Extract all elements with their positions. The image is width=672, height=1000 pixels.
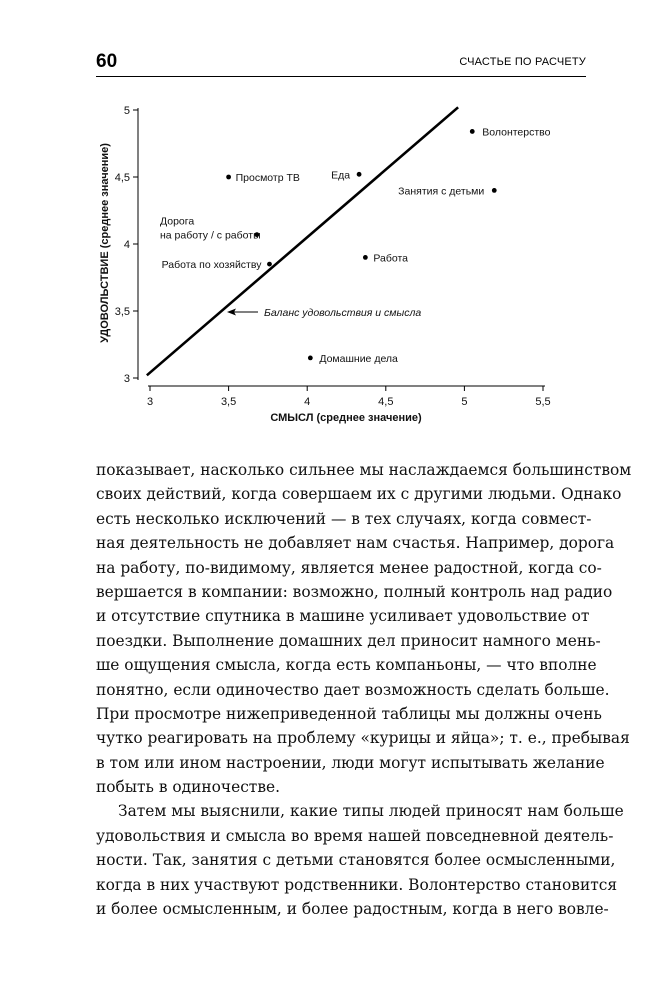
text-line: на работу, по-видимому, является менее радостной, когда со- bbox=[96, 558, 602, 577]
body-text bbox=[96, 458, 632, 921]
text-line: и более осмысленным, и более радостным, когда в него вовле- bbox=[96, 900, 609, 919]
text-line: и отсутствие спутника в машине усиливает удовольствие от bbox=[96, 607, 590, 626]
paragraph bbox=[96, 799, 624, 921]
data-point bbox=[226, 175, 231, 180]
data-point bbox=[267, 262, 272, 267]
text-line: ше ощущения смысла, когда есть компаньоны, — что вполне bbox=[96, 656, 597, 675]
text-line: есть несколько исключений — в тех случаях, когда совмест- bbox=[96, 509, 592, 528]
x-tick-label: 5 bbox=[461, 396, 468, 408]
x-tick-label: 3 bbox=[146, 396, 154, 408]
x-tick-label: 3,5 bbox=[220, 396, 237, 408]
y-tick-label: 4,5 bbox=[114, 172, 130, 184]
data-point bbox=[492, 188, 497, 193]
text-line: ная деятельность не добавляет нам счастья. Например, дорога bbox=[96, 534, 615, 553]
data-point-label: Просмотр ТВ bbox=[235, 172, 300, 184]
paragraph bbox=[96, 458, 632, 799]
text-line: поездки. Выполнение домашних дел приносит намного мень- bbox=[96, 631, 601, 650]
text-line: При просмотре нижеприведенной таблицы мы должны очень bbox=[96, 704, 602, 723]
data-point-label: Еда bbox=[331, 169, 351, 182]
text-line: своих действий, когда совершаем их с другими людьми. Однако bbox=[96, 485, 622, 504]
data-point-label: Домашние дела bbox=[319, 352, 398, 365]
x-tick-label: 4,5 bbox=[378, 396, 394, 408]
text-line: показывает, насколько сильнее мы наслаждаемся большинством bbox=[96, 461, 632, 479]
text-line: когда в них участвуют родственники. Волонтерство становится bbox=[96, 875, 618, 894]
data-point-label: на работу / с работы bbox=[160, 229, 261, 242]
text-line: чутко реагировать на проблему «курицы и яйца»; т. е., пребывая bbox=[96, 729, 630, 748]
data-point-label: Работа bbox=[373, 252, 409, 265]
x-tick-label: 5,5 bbox=[535, 396, 551, 408]
text-line: ности. Так, занятия с детьми становятся более осмысленными, bbox=[96, 851, 616, 870]
text-line: понятно, если одиночество дает возможность сделать больше. bbox=[96, 680, 610, 699]
text-line: Затем мы выяснили, какие типы людей приносят нам больше bbox=[118, 802, 624, 821]
annotation-label: Баланс удовольствия и смысла bbox=[264, 307, 422, 319]
data-point bbox=[470, 129, 475, 134]
x-axis-title: СМЫСЛ (среднее значение) bbox=[270, 412, 422, 424]
text-line: удовольствия и смысла во время нашей повседневной деятель- bbox=[96, 826, 614, 845]
data-point-label: Волонтерство bbox=[482, 126, 551, 139]
text-line: в том или ином настроении, люди могут испытывать желание bbox=[96, 753, 605, 772]
text-line: вершается в компании: возможно, полный контроль над радио bbox=[96, 582, 613, 601]
data-point bbox=[308, 356, 313, 361]
y-tick-label: 3,5 bbox=[114, 306, 130, 318]
y-tick-label: 4 bbox=[123, 239, 130, 251]
data-point-label: Занятия с детьми bbox=[398, 185, 485, 198]
data-point-label: Дорога bbox=[160, 215, 195, 228]
data-point bbox=[363, 255, 368, 260]
y-tick-label: 3 bbox=[123, 373, 130, 385]
data-point-label: Работа по хозяйству bbox=[161, 259, 262, 272]
y-axis-title: УДОВОЛЬСТВИЕ (среднее значение) bbox=[99, 143, 111, 343]
scatter-chart bbox=[0, 0, 672, 460]
text-line: побыть в одиночестве. bbox=[96, 778, 280, 797]
y-tick-label: 5 bbox=[123, 105, 130, 117]
running-head: СЧАСТЬЕ ПО РАСЧЕТУ bbox=[459, 56, 586, 68]
x-tick-label: 4 bbox=[304, 396, 311, 408]
page-number: 60 bbox=[96, 51, 118, 72]
data-point bbox=[357, 172, 362, 177]
chart-points-layer bbox=[160, 126, 551, 364]
